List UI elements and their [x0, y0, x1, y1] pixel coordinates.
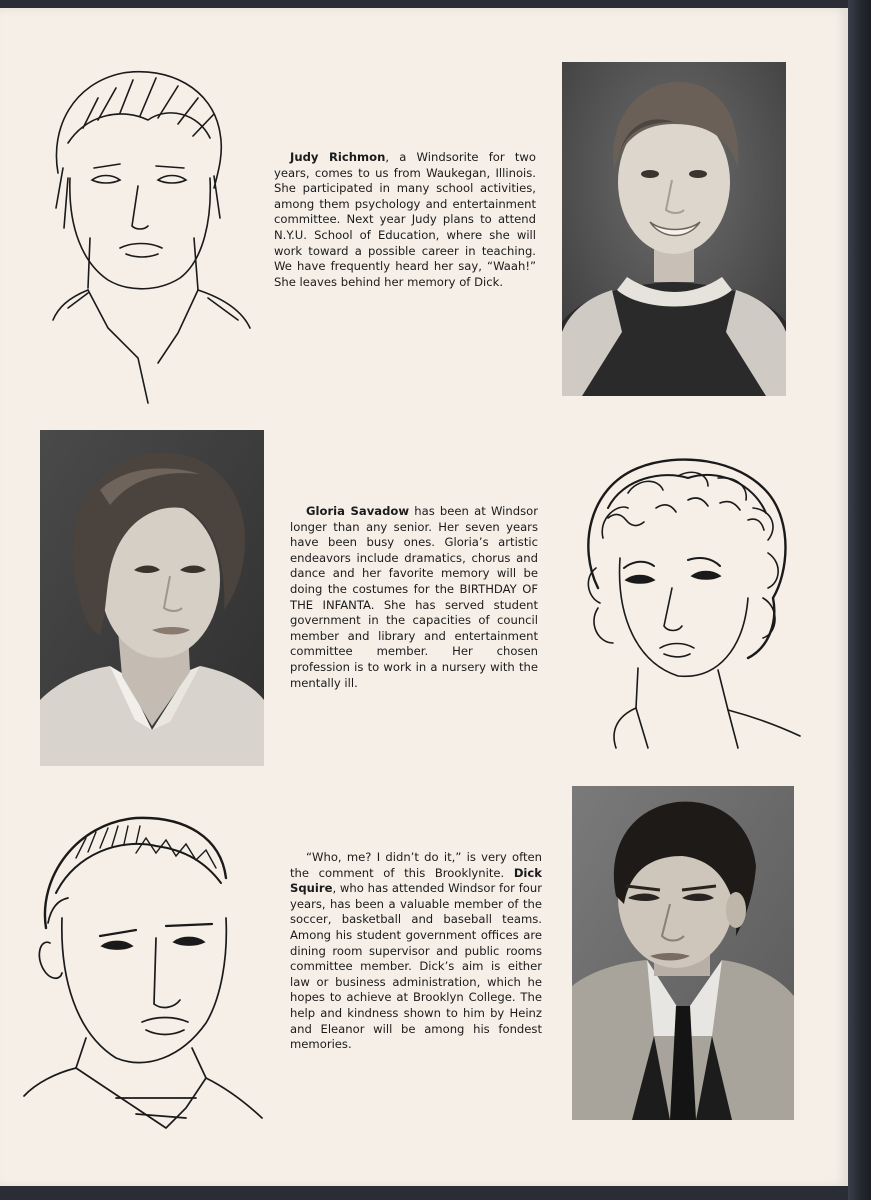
- bio-text: , a Windsorite for two years, comes to us from Waukegan, Illinois. She participated in many school activities, among them psychology and entertainment committee. Next year Judy plans to attend N.Y.U. School of Education, where she will work toward a possible career in teaching. We have frequently heard her say, “Waah!” She leaves behind her memory of Dick.: [274, 150, 536, 289]
- dick-photo-icon: [572, 786, 794, 1120]
- dick-sketch-icon: [16, 808, 266, 1138]
- dick-bio: [290, 850, 542, 1053]
- book-spine: [848, 0, 871, 1200]
- student-name: Judy Richmon: [290, 150, 386, 164]
- bio-text: has been at Windsor longer than any senior. Her seven years have been busy ones. Gloria’s artistic endeavors include dramatics, chorus and dance and her favorite memory will be doing the costumes for the BIRTHDAY OF THE INFANTA. She has served student government in the capacities of council member and library and entertainment committee member. Her chosen profession is to work in a nursery with the mentally ill.: [290, 504, 538, 690]
- student-name: Dick Squire: [290, 865, 542, 896]
- gloria-sketch-icon: [568, 448, 804, 758]
- bio-intro: “Who, me? I didn’t do it,” is very often the comment of this Brooklynite.: [290, 850, 542, 880]
- judy-bio: [274, 150, 536, 290]
- student-name: Gloria Savadow: [306, 504, 410, 518]
- gloria-bio: [290, 504, 538, 691]
- judy-sketch-icon: [28, 58, 268, 413]
- gloria-photo-icon: [40, 430, 264, 766]
- bio-text: , who has attended Windsor for four years, has been a valuable member of the soccer, basketball and baseball teams. Among his student government offices are dining room supervisor and public rooms committee member. Dick’s aim is either law or business administration, which he hopes to achieve at Brooklyn College. The help and kindness shown to him by Heinz and Eleanor will be among his fondest memories.: [290, 881, 542, 1052]
- judy-photo-icon: [562, 62, 786, 396]
- yearbook-page: [0, 8, 848, 1186]
